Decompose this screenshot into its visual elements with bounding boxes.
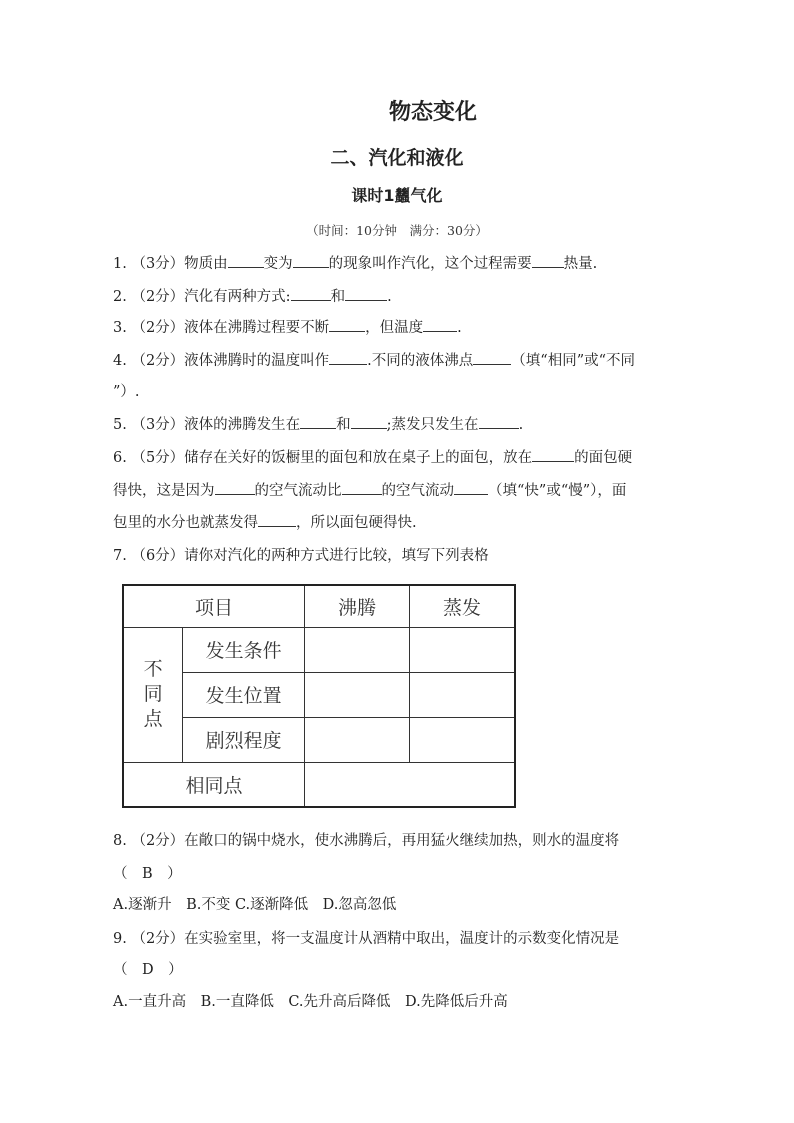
cell-empty[interactable] [305,717,410,762]
table-row [123,627,515,672]
row-condition: 发生条件 [183,627,305,672]
question-6-line-2: 得快，这是因为 的空气流动比 的空气流动 （填“快”或“慢”），面 [113,479,693,500]
question-6: 6. （5分）储存在关好的饭橱里的面包和放在桌子上的面包，放在 的面包硬 [113,446,693,467]
answer-blank [291,286,331,301]
answer-blank [329,317,365,332]
header-item: 项目 [123,585,305,627]
cell-empty[interactable] [410,672,516,717]
question-4: 4. （2分）液体沸腾时的温度叫作 .不同的液体沸点 （填“相同”或“不同 [113,349,693,370]
time-score-info: （时间：10分钟 满分：30分） [306,223,488,238]
question-2: 2. （2分）汽化有两种方式: 和 . [113,285,693,306]
answer-blank [532,447,574,462]
answer-blank [228,253,264,268]
question-7: 7. （6分）请你对汽化的两种方式进行比较，填写下列表格 [113,548,489,564]
question-4-cont: ”）. [113,384,140,400]
answer-blank [473,350,511,365]
answer-blank [300,414,336,429]
header-evaporation: 蒸发 [410,585,516,627]
cell-empty[interactable] [410,717,516,762]
cell-empty[interactable] [305,672,410,717]
answer-blank [293,253,329,268]
question-5: 5. （3分）液体的沸腾发生在 和 ;蒸发只发生在 . [113,413,693,434]
question-8-options: A.逐渐升 B.不变 C.逐渐降低 D.忽高忽低 [113,897,397,913]
lesson-title: 课时1蠿气化 [351,186,443,205]
question-9-options: A.一直升高 B.一直降低 C.先升高后降低 D.先降低后升高 [113,994,508,1010]
answer-blank [351,414,387,429]
cell-empty[interactable] [305,627,410,672]
answer-blank [454,480,488,495]
question-8: 8. （2分）在敞口的锅中烧水，使水沸腾后，再用猛火继续加热，则水的温度将 [113,833,620,849]
similarities-label: 相同点 [123,762,305,807]
row-location: 发生位置 [183,672,305,717]
question-9: 9. （2分）在实验室里，将一支温度计从酒精中取出，温度计的示数变化情况是 [113,931,620,947]
question-6-line-3: 包里的水分也就蒸发得 ，所以面包硬得快. [113,511,693,532]
answer-blank [215,480,255,495]
answer-blank [329,350,367,365]
answer-blank [532,253,564,268]
cell-empty[interactable] [305,762,516,807]
question-3: 3. （2分）液体在沸腾过程要不断 ，但温度 . [113,316,693,337]
question-1: 1. （3分）物质由 变为 的现象叫作汽化，这个过程需要 热量. [113,252,693,273]
answer-blank [479,414,519,429]
section-title: 二、汽化和液化 [330,147,464,169]
comparison-table [122,584,516,808]
cell-empty[interactable] [410,627,516,672]
question-9-answer: （ D ） [113,962,183,978]
answer-blank [345,286,387,301]
header-boiling: 沸腾 [305,585,410,627]
row-intensity: 剧烈程度 [183,717,305,762]
table-row [123,762,515,807]
differences-label: 不同点 [123,627,183,762]
page-title: 物态变化 [388,100,477,125]
table-header-row [123,585,515,627]
question-8-answer: （ B ） [113,866,182,882]
answer-blank [342,480,382,495]
answer-blank [258,512,296,527]
answer-blank [423,317,457,332]
